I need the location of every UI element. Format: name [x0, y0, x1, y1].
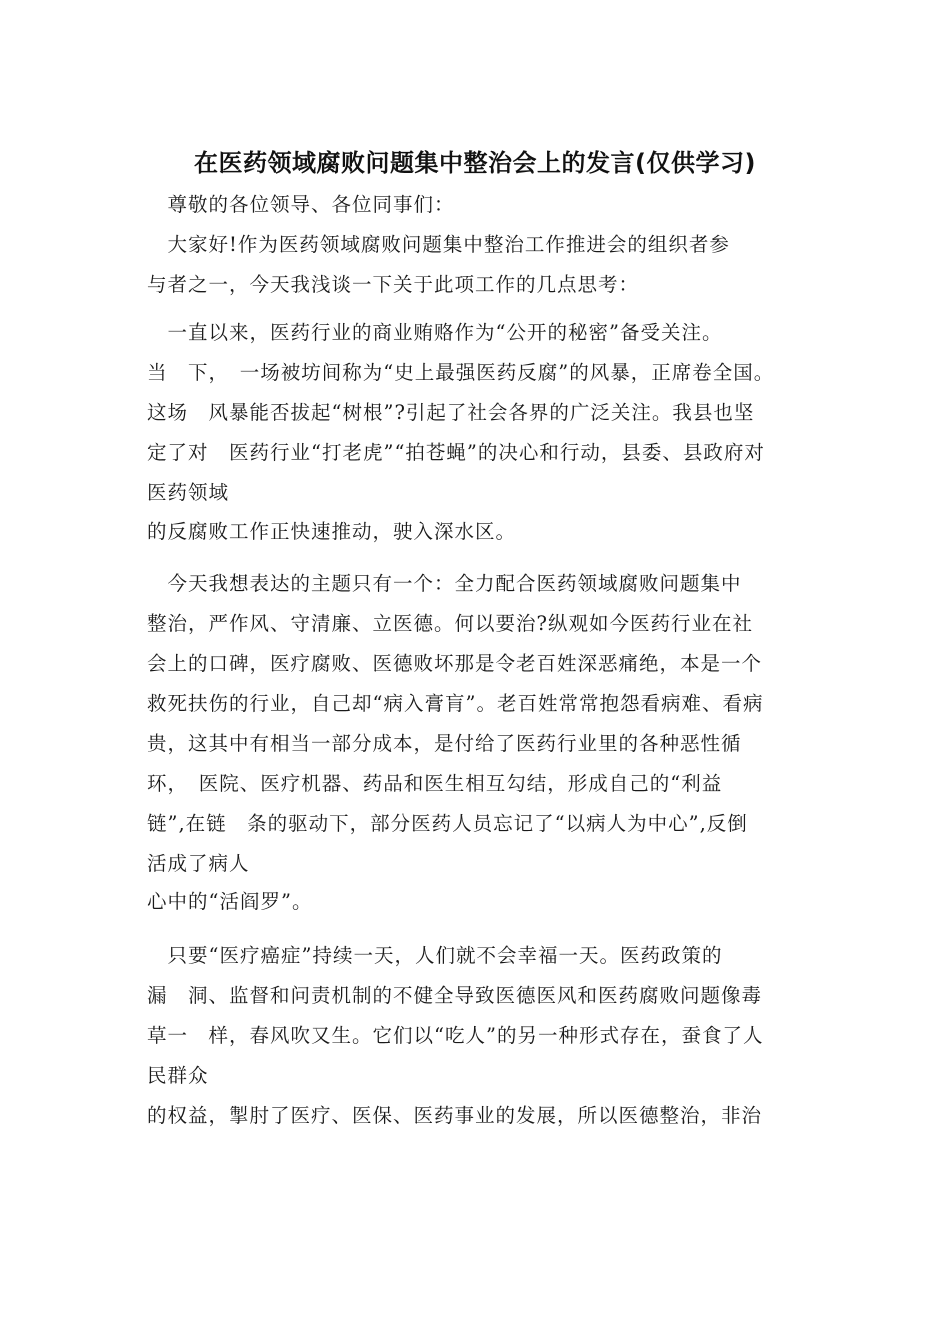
body-line: 贵，这其中有相当一部分成本，是付给了医药行业里的各种恶性循 [147, 732, 742, 755]
body-line: 民群众 [147, 1064, 209, 1087]
body-line: 的权益，掣肘了医疗、医保、医药事业的发展，所以医德整治，非治 [147, 1104, 763, 1127]
body-line: 链”,在链 条的驱动下，部分医药人员忘记了“以病人为中心”,反倒 [147, 812, 748, 835]
body-line: 大家好!作为医药领域腐败问题集中整治工作推进会的组织者参 [147, 233, 730, 256]
body-line: 会上的口碑，医疗腐败、医德败坏那是令老百姓深恶痛绝，本是一个 [147, 652, 763, 675]
body-line: 漏 洞、监督和问责机制的不健全导致医德医风和医药腐败问题像毒 [147, 984, 763, 1007]
body-line: 只要“医疗癌症”持续一天，人们就不会幸福一天。医药政策的 [147, 944, 723, 967]
body-line: 心中的“活阎罗”。 [147, 890, 313, 913]
body-line: 医药领域 [147, 481, 230, 504]
body-line: 当 下， 一场被坊间称为“史上最强医药反腐”的风暴，正席卷全国。 [147, 361, 775, 384]
body-line: 这场 风暴能否拔起“树根”?引起了社会各界的广泛关注。我县也坚 [147, 401, 755, 424]
body-line: 活成了病人 [147, 852, 250, 875]
body-line: 定了对 医药行业“打老虎”“拍苍蝇”的决心和行动，县委、县政府对 [147, 441, 765, 464]
body-line: 尊敬的各位领导、各位同事们： [147, 193, 455, 216]
body-line: 整治，严作风、守清廉、立医德。何以要治?纵观如今医药行业在社 [147, 612, 753, 635]
body-line: 的反腐败工作正快速推动，驶入深水区。 [147, 520, 517, 543]
body-line: 环， 医院、医疗机器、药品和医生相互勾结，形成自己的“利益 [147, 772, 723, 795]
body-line: 救死扶伤的行业，自己却“病入膏肓”。老百姓常常抱怨看病难、看病 [147, 692, 764, 715]
body-line: 今天我想表达的主题只有一个：全力配合医药领域腐败问题集中 [147, 572, 742, 595]
body-line: 草一 样，春风吹又生。它们以“吃人”的另一种形式存在，蚕食了人 [147, 1024, 764, 1047]
document-title: 在医药领域腐败问题集中整治会上的发言(仅供学习) [194, 149, 756, 177]
body-line: 一直以来，医药行业的商业贿赂作为“公开的秘密”备受关注。 [147, 321, 723, 344]
body-line: 与者之一，今天我浅谈一下关于此项工作的几点思考： [147, 273, 640, 296]
